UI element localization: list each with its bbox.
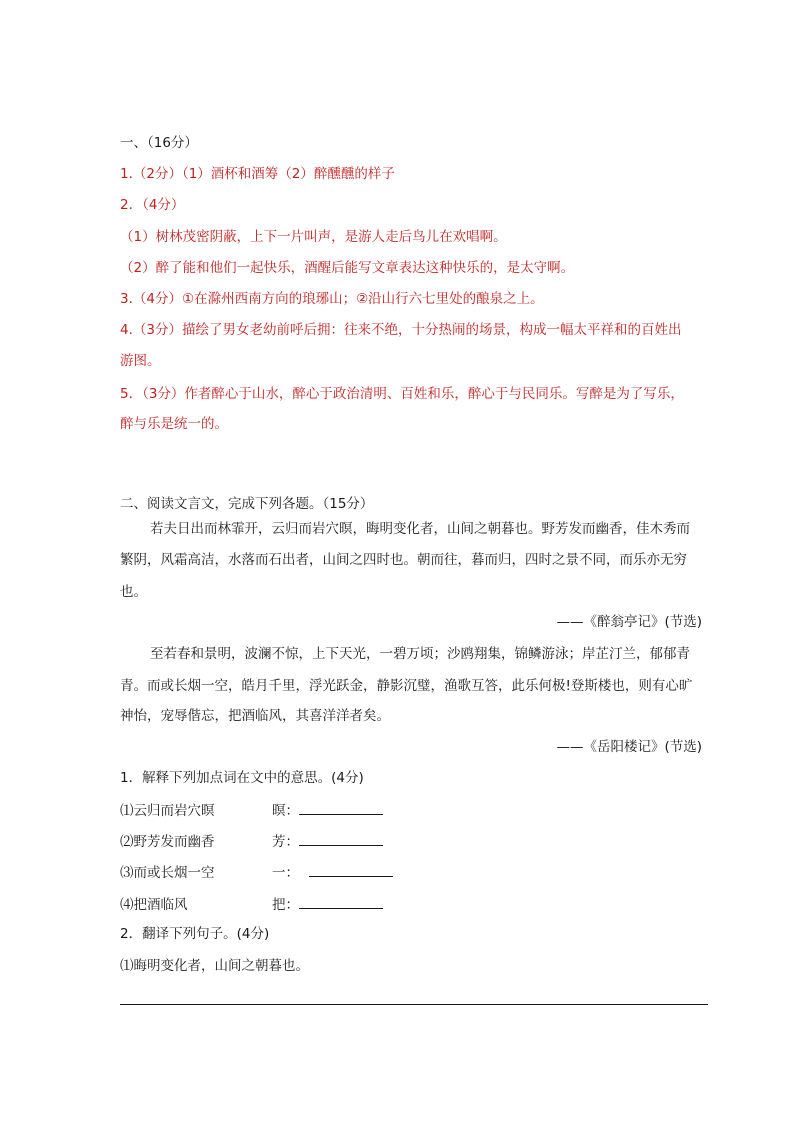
item-term: 一： — [272, 865, 299, 881]
answer-4-line-2: 游图。 — [120, 353, 161, 369]
passage-2-source: ——《岳阳楼记》(节选) — [556, 739, 702, 755]
question-2-sentence-1: ⑴晦明变化者，山间之朝暮也。 — [120, 958, 309, 974]
item-term: 芳： — [272, 834, 299, 850]
answer-blank[interactable] — [309, 862, 393, 877]
answers-heading: 一、（16分） — [120, 135, 198, 151]
answer-blank[interactable] — [299, 894, 383, 909]
answer-4-line-1: 4.（3分）描绘了男女老幼前呼后拥：往来不绝，十分热闹的场景，构成一幅太平祥和的百姓出 — [120, 322, 682, 338]
passage-1-line-1: 若夫日出而林霏开，云归而岩穴暝，晦明变化者，山间之朝暮也。野芳发而幽香，佳木秀而 — [150, 521, 690, 537]
item-sentence: ⑴云归而岩穴暝 — [120, 803, 215, 819]
item-term: 暝： — [272, 803, 299, 819]
item-sentence: ⑷把酒临风 — [120, 897, 188, 913]
question-1-item — [120, 800, 383, 820]
passage-1-line-3: 也。 — [120, 584, 147, 600]
passage-1-line-2: 繁阴，风霜高洁，水落而石出者，山间之四时也。朝而往，暮而归，四时之景不同，而乐亦无穷 — [120, 552, 687, 568]
passage-2-line-1: 至若春和景明，波澜不惊，上下天光，一碧万顷；沙鸥翔集，锦鳞游泳；岸芷汀兰，郁郁青 — [150, 646, 690, 662]
answer-1: 1.（2分）（1）酒杯和酒筹（2）醉醺醺的样子 — [120, 166, 395, 182]
answer-2-part-1: （1）树林茂密阴蔽，上下一片叫声，是游人走后鸟儿在欢唱啊。 — [120, 229, 507, 245]
answer-2-part-2: （2）醉了能和他们一起快乐，酒醒后能写文章表达这种快乐的，是太守啊。 — [120, 260, 575, 276]
item-sentence: ⑵野芳发而幽香 — [120, 834, 215, 850]
question-1-item — [120, 862, 393, 882]
question-1-title: 1．解释下列加点词在文中的意思。(4分) — [120, 770, 364, 786]
item-sentence: ⑶而或长烟一空 — [120, 865, 215, 881]
question-2-title: 2．翻译下列句子。(4分) — [120, 926, 270, 942]
passage-1-source: ——《醉翁亭记》(节选) — [556, 614, 702, 630]
passage-2-line-2: 青。而或长烟一空，皓月千里，浮光跃金，静影沉璧，渔歌互答，此乐何极!登斯楼也，则有心旷 — [120, 678, 693, 694]
answer-line[interactable] — [120, 1004, 708, 1005]
answer-blank[interactable] — [299, 800, 383, 815]
item-term: 把： — [272, 897, 299, 913]
section-2-heading: 二、阅读文言文，完成下列各题。（15分） — [120, 496, 374, 512]
answer-5-line-2: 醉与乐是统一的。 — [120, 416, 228, 432]
answer-3: 3.（4分）①在滁州西南方向的琅琊山；②沿山行六七里处的酿泉之上。 — [120, 291, 544, 307]
question-1-item — [120, 831, 383, 851]
answer-blank[interactable] — [299, 831, 383, 846]
question-1-item — [120, 894, 383, 914]
passage-2-line-3: 神怡，宠辱偕忘，把酒临风，其喜洋洋者矣。 — [120, 708, 390, 724]
answer-5-line-1: 5．（3分）作者醉心于山水，醉心于政治清明、百姓和乐，醉心于与民同乐。写醉是为了写乐， — [120, 386, 684, 402]
answer-2-label: 2．（4分） — [120, 197, 185, 213]
